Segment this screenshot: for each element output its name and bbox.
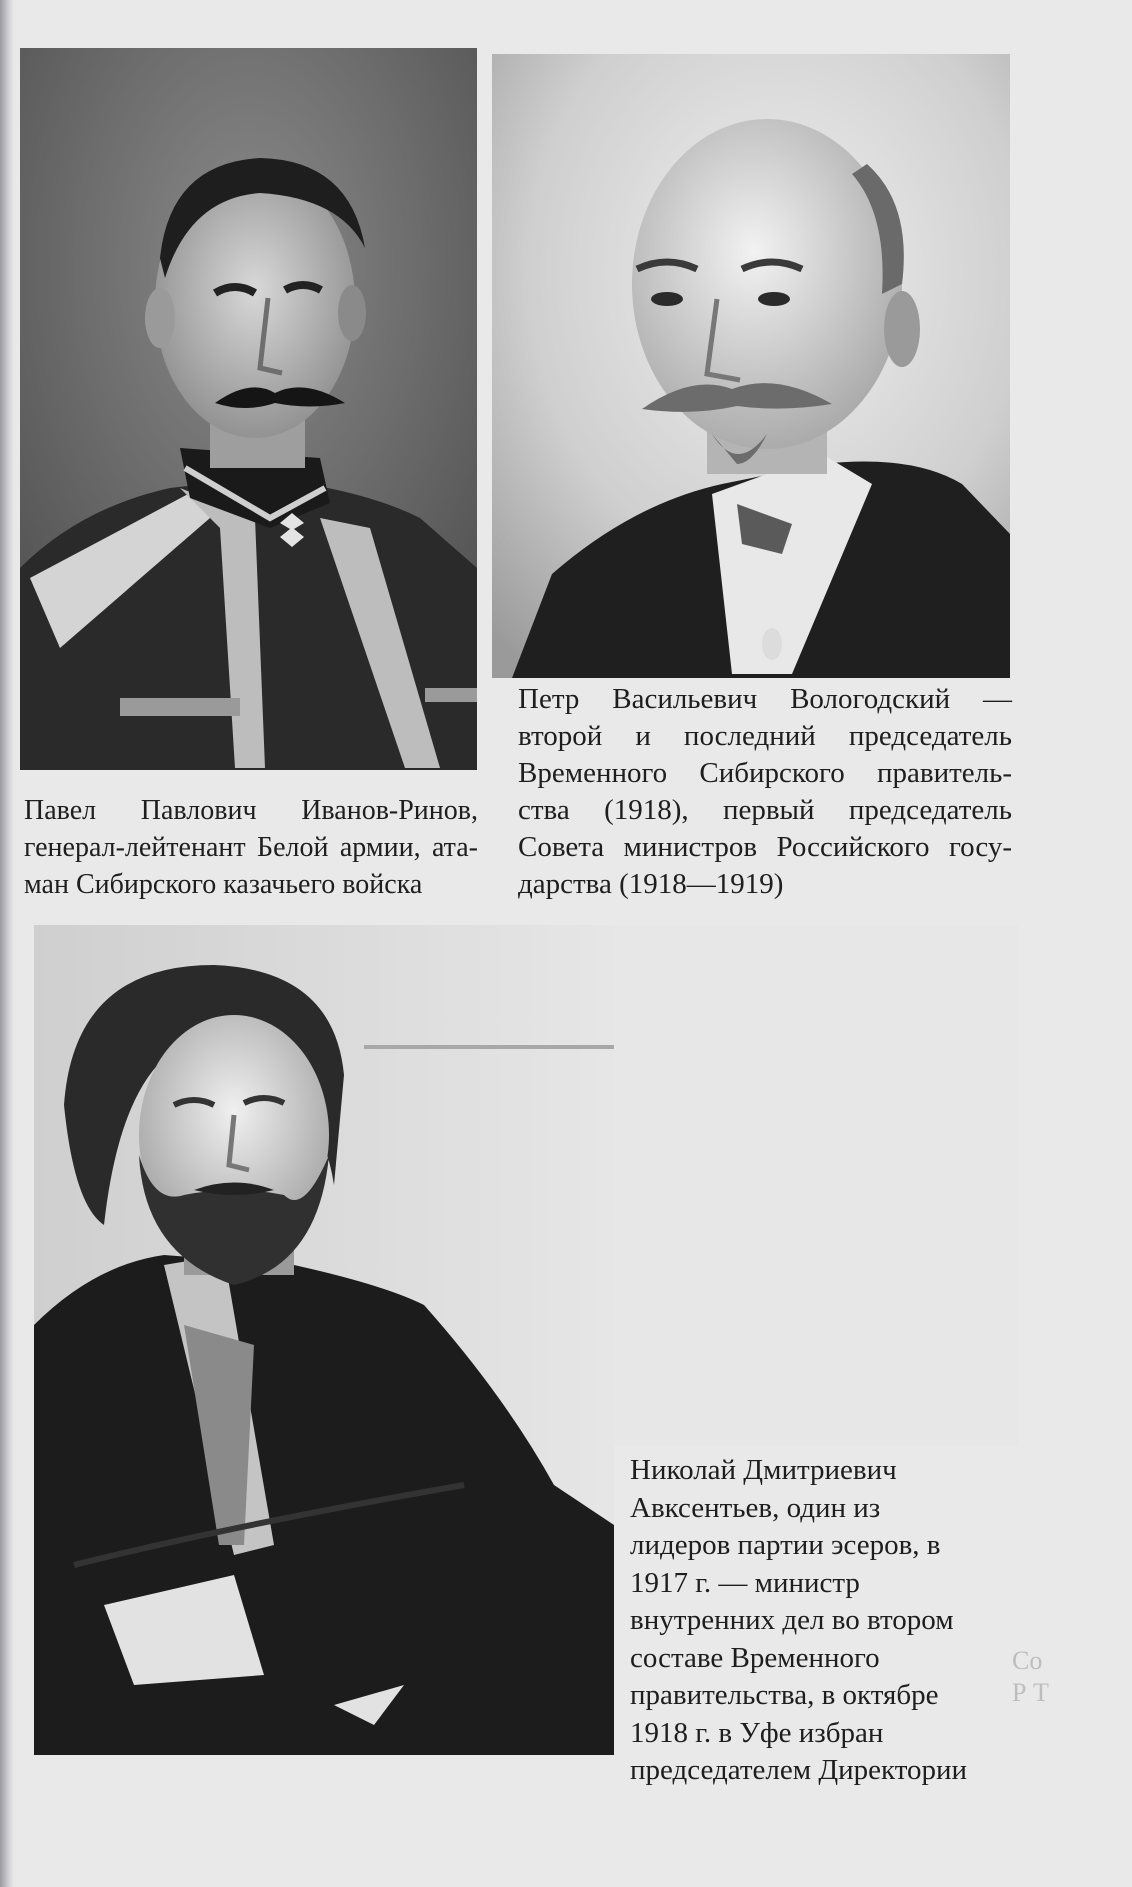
caption-line: правительства, в октябре bbox=[630, 1679, 939, 1711]
caption-line: председателем Директории bbox=[630, 1754, 968, 1786]
portrait-vologodsky bbox=[492, 54, 1010, 678]
caption-line: 1917 г. — министр bbox=[630, 1566, 860, 1599]
bleed-line: Р Т bbox=[1012, 1678, 1049, 1707]
caption-line: ства (1918), первый председатель bbox=[518, 794, 1012, 826]
caption-line: внутренних дел во втором bbox=[630, 1604, 954, 1636]
portrait-avksentyev bbox=[34, 925, 614, 1755]
faded-photo-area bbox=[614, 925, 1018, 1445]
caption-line: Временного Сибирского правитель- bbox=[518, 757, 1012, 789]
bleed-line: Со bbox=[1012, 1646, 1043, 1675]
caption-line: Совета министров Российского госу- bbox=[518, 831, 1012, 863]
caption-line: второй и последний председатель bbox=[518, 720, 1012, 752]
caption-line: Николай Дмитриевич bbox=[630, 1454, 897, 1486]
bleed-through-text bbox=[1012, 1645, 1049, 1709]
caption-vologodsky bbox=[518, 681, 1012, 903]
caption-line: 1918 г. в Уфе избран bbox=[630, 1716, 884, 1749]
portrait-ivanov-rinov bbox=[20, 48, 477, 770]
caption-ivanov-rinov bbox=[24, 792, 478, 903]
caption-line: Павел Павлович Иванов-Ринов, bbox=[24, 795, 478, 826]
caption-line: Петр Васильевич Вологодский — bbox=[518, 683, 1012, 715]
book-spine-shadow bbox=[0, 0, 14, 1887]
caption-line: лидеров партии эсеров, в bbox=[630, 1529, 941, 1561]
caption-line: Авксентьев, один из bbox=[630, 1491, 881, 1524]
caption-line: генерал-лейтенант Белой армии, ата- bbox=[24, 832, 478, 863]
caption-line: составе Временного bbox=[630, 1641, 880, 1674]
caption-line: дарства (1918—1919) bbox=[518, 868, 784, 900]
caption-avksentyev bbox=[630, 1452, 1020, 1790]
caption-line: ман Сибирского казачьего войска bbox=[24, 869, 423, 900]
